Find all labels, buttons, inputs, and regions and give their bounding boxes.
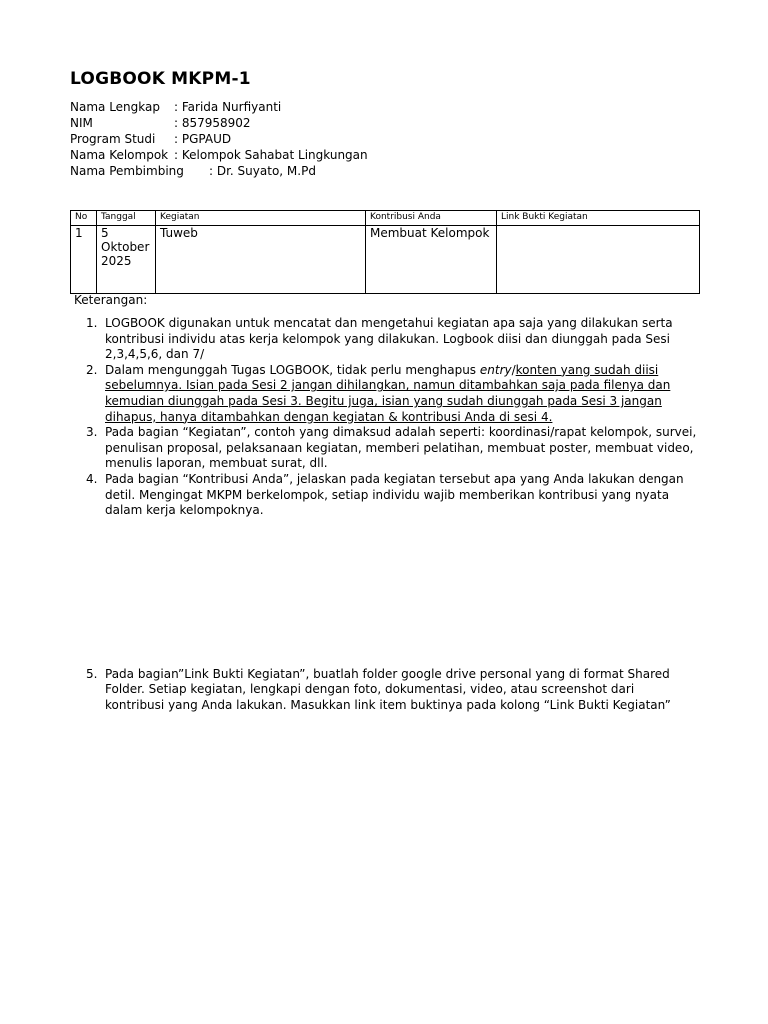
note-text: Dalam mengunggah Tugas LOGBOOK, tidak perlu menghapus	[105, 362, 480, 377]
notes-label: Keterangan:	[74, 293, 148, 307]
info-row-nim	[70, 115, 368, 131]
list-item	[86, 425, 697, 472]
info-value: : Dr. Suyato, M.Pd	[209, 164, 316, 178]
column-header-no: No	[71, 211, 97, 226]
column-header-kegiatan: Kegiatan	[156, 211, 366, 226]
note-emphasis: entry	[479, 362, 512, 377]
info-label: Nama Lengkap	[70, 100, 160, 114]
list-item	[86, 362, 697, 425]
list-item	[86, 316, 697, 363]
info-row-group	[70, 147, 368, 163]
cell-kegiatan: Tuweb	[156, 226, 366, 294]
list-number: 3.	[86, 425, 98, 440]
student-info	[70, 99, 368, 179]
info-row-name	[70, 99, 368, 115]
info-label: Nama Pembimbing	[70, 164, 184, 178]
column-header-tanggal: Tanggal	[97, 211, 156, 226]
blank-space	[105, 519, 697, 667]
info-label: Program Studi	[70, 132, 156, 146]
document-title: LOGBOOK MKPM-1	[70, 69, 251, 89]
cell-link	[497, 226, 700, 294]
info-value: : Farida Nurfiyanti	[174, 100, 282, 114]
cell-no: 1	[71, 226, 97, 294]
info-row-program	[70, 131, 368, 147]
info-label: NIM	[70, 116, 93, 130]
cell-kontribusi: Membuat Kelompok	[366, 226, 497, 294]
note-separator: /	[511, 362, 516, 377]
info-value: : PGPAUD	[174, 132, 232, 146]
info-row-supervisor	[70, 163, 368, 179]
list-number: 2.	[86, 362, 98, 377]
table-header-row	[71, 211, 700, 226]
note-text: LOGBOOK digunakan untuk mencatat dan mengetahui kegiatan apa saja yang dilakukan serta kontribusi individu atas kerja kelompok yang dilakukan. Logbook diisi dan diunggah pada Sesi 2,3,4,5,6, dan 7/	[105, 316, 673, 362]
note-underlined-text: konten yang sudah diisi sebelumnya. Isian pada Sesi 2 jangan dihilangkan, namun ditambahkan saja pada filenya dan kemudian diunggah pada Sesi 3. Begitu juga, isian yang sudah diunggah pada Sesi 3 jangan dihapus, hanya ditambahkan dengan kegiatan & kontribusi Anda di sesi 4.	[105, 362, 671, 424]
note-text: Pada bagian”Link Bukti Kegiatan”, buatlah folder google drive personal yang di format Shared Folder. Setiap kegiatan, lengkapi dengan foto, dokumentasi, video, atau screenshot dari kontribusi yang Anda lakukan. Masukkan link item buktinya pada kolong “Link Bukti Kegiatan”	[105, 666, 671, 712]
info-value: : Kelompok Sahabat Lingkungan	[174, 148, 368, 162]
note-text: Pada bagian “Kontribusi Anda”, jelaskan pada kegiatan tersebut apa yang Anda lakukan dengan detil. Mengingat MKPM berkelompok, setiap individu wajib memberikan kontribusi yang nyata dalam kerja kelompoknya.	[105, 471, 684, 518]
list-item	[86, 666, 697, 714]
cell-tanggal: 5 Oktober 2025	[97, 226, 156, 294]
column-header-link: Link Bukti Kegiatan	[497, 211, 700, 226]
info-label: Nama Kelompok	[70, 148, 169, 162]
info-value: : 857958902	[174, 116, 251, 130]
list-number: 5.	[86, 666, 98, 681]
list-number: 1.	[86, 316, 98, 330]
notes-list	[86, 316, 697, 714]
table-row	[71, 226, 700, 294]
list-number: 4.	[86, 471, 98, 486]
column-header-kontribusi: Kontribusi Anda	[366, 211, 497, 226]
list-item	[86, 471, 697, 519]
note-text: Pada bagian “Kegiatan”, contoh yang dimaksud adalah seperti: koordinasi/rapat kelompok, survei, penulisan proposal, pelaksanaan kegiatan, memberi pelatihan, membuat poster, membuat video, menulis laporan, membuat surat, dll.	[105, 425, 697, 471]
logbook-table	[70, 210, 700, 294]
